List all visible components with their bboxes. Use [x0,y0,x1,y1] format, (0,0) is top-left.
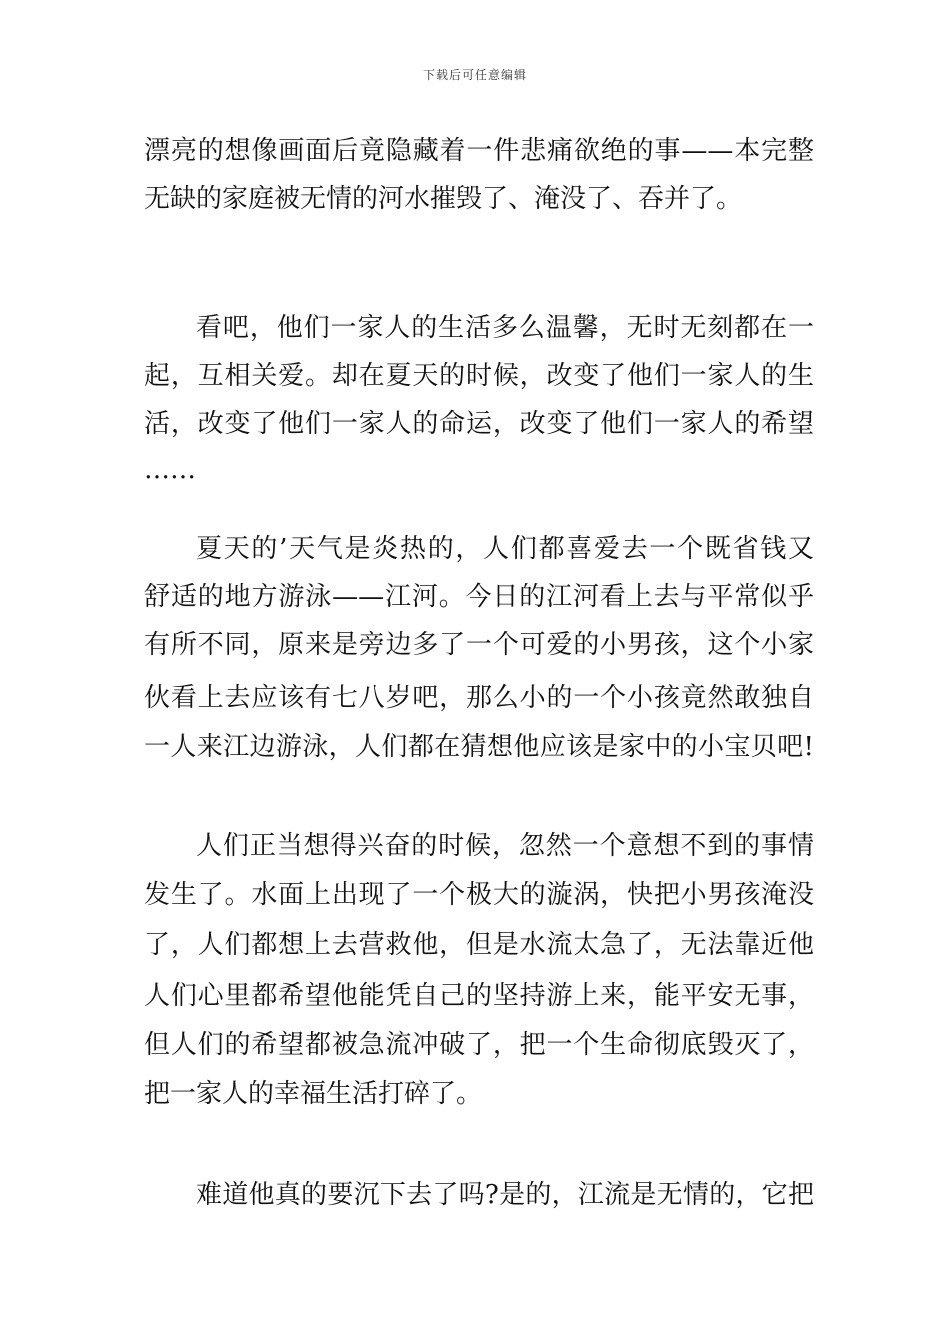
text-line: 活，改变了他们一家人的命运，改变了他们一家人的希望 [144,409,814,439]
page-header: 下载后可任意编辑 [422,68,527,82]
text-line: 人们心里都希望他能凭自己的坚持游上来，能平安无事， [144,981,814,1011]
text-line: 伙看上去应该有七八岁吧，那么小的一个小孩竟然敢独自 [144,683,814,713]
text-line: 漂亮的想像画面后竟隐藏着一件悲痛欲绝的事——本完整 [144,136,814,166]
text-line: 但人们的希望都被急流冲破了，把一个生命彻底毁灭了， [144,1030,814,1060]
text-line: 看吧，他们一家人的生活多么温馨，无时无刻都在一 [196,313,814,343]
text-line: 起，互相关爱。却在夏天的时候，改变了他们一家人的生 [144,361,814,391]
text-line: 人们正当想得兴奋的时候，忽然一个意想不到的事情 [196,831,814,861]
text-line: 舒适的地方游泳——江河。今日的江河看上去与平常似乎 [144,582,814,612]
text-line: 了，人们都想上去营救他，但是水流太急了，无法靠近他 [144,930,814,960]
text-line: 发生了。水面上出现了一个极大的漩涡，快把小男孩淹没 [144,880,814,910]
text-line: …… [144,455,196,485]
text-line: 有所不同，原来是旁边多了一个可爱的小男孩，这个小家 [144,630,814,660]
text-line: 无缺的家庭被无情的河水摧毁了、淹没了、吞并了。 [144,184,743,214]
text-line: 把一家人的幸福生活打碎了。 [144,1079,483,1109]
text-line: 一人来江边游泳，人们都在猜想他应该是家中的小宝贝吧! [144,732,814,762]
text-line: 夏天的’天气是炎热的，人们都喜爱去一个既省钱又 [196,534,814,564]
text-line: 难道他真的要沉下去了吗?是的，江流是无情的，它把 [196,1180,814,1210]
